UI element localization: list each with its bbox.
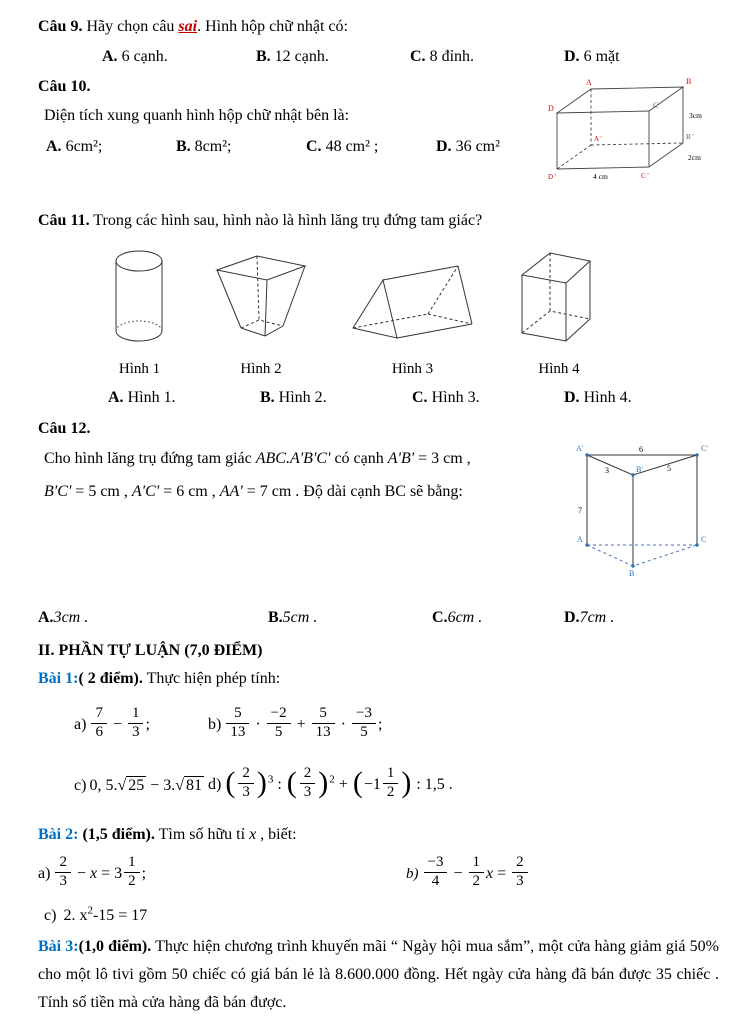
figure-1-caption: Hình 1 bbox=[118, 360, 161, 377]
exercise-1-row-cd bbox=[38, 759, 719, 813]
dim-height: 3cm bbox=[689, 111, 702, 121]
option-11-b: B. Hình 2. bbox=[260, 388, 327, 406]
vertex-label-d2: D ' bbox=[548, 173, 557, 182]
expression-2c: 2. $x^2-15 = 17$ bbox=[59, 904, 148, 925]
edge-label-3: 3 bbox=[605, 465, 609, 475]
emphasis-sai: sai bbox=[178, 18, 198, 35]
expression-1c: 0, 5.√ 25 − 3.√ 81 bbox=[89, 776, 203, 794]
figure-cuboid bbox=[547, 75, 717, 187]
edge-label-7: 7 bbox=[578, 505, 582, 515]
question-12-options bbox=[38, 604, 719, 631]
option-10-d: D. 36 cm² bbox=[436, 137, 500, 155]
vertex-label-c: C bbox=[701, 534, 707, 544]
option-12-c: C.6cm . bbox=[432, 608, 483, 626]
exercise-2-instruction: Tìm số hữu tỉ x , biết: bbox=[154, 825, 297, 843]
option-12-b: B.5cm . bbox=[268, 608, 318, 626]
exercise-1-label: Bài 1: bbox=[38, 670, 79, 688]
question-12-label: Câu 12. bbox=[38, 419, 91, 437]
vertex-label-d: D bbox=[548, 104, 554, 114]
figure-frustum bbox=[211, 250, 311, 350]
figure-4-block bbox=[514, 245, 604, 378]
figure-cylinder bbox=[102, 245, 177, 350]
prism-labels bbox=[576, 444, 708, 578]
figure-triangular-prism bbox=[575, 441, 715, 581]
cuboid-labels bbox=[548, 77, 702, 181]
figure-1-block bbox=[102, 245, 177, 378]
exercise-3-label: Bài 3: bbox=[38, 938, 79, 956]
option-9-c: C. 8 đỉnh. bbox=[410, 48, 475, 66]
vertex-label-b: B bbox=[629, 568, 635, 578]
exercise-1-heading: Bài 1:( 2 điểm). Thực hiện phép tính: bbox=[38, 670, 281, 688]
expression-2b: $\frac{-3}{4}$ − $\frac{1}{2}$ x = $\frac{2}{3}$ bbox=[422, 865, 530, 882]
exercise-2-label: Bài 2: bbox=[38, 825, 79, 843]
option-11-d: D. Hình 4. bbox=[564, 388, 632, 406]
option-9-a: A. 6 cạnh. bbox=[102, 48, 168, 66]
cuboid-edges bbox=[557, 87, 683, 169]
exercise-3: Bài 3:(1,0 điểm). Thực hiện chương trình khuyến mãi “ Ngày hội mua sắm”, một cửa hàng giảm giá 50% cho một lô tivi gồm 50 chiếc có giá bán lẻ là 8.600.000 đồng. Hết ngày cửa hàng đã bán được 35 chiếc . Tính số tiền mà cửa hàng đã bán được. bbox=[38, 938, 719, 1012]
vertex-label-c1: C' bbox=[701, 443, 708, 453]
figure-3-block bbox=[345, 250, 480, 378]
exercise-1b: b) $\frac{5}{13}$ · $\frac{-2}{5}$ + $\frac{5}{13}$ · $\frac{-3}{5}$ ; bbox=[208, 705, 383, 740]
edge-label-5: 5 bbox=[667, 463, 671, 473]
exercise-2c: c) 2. $x^2-15 = 17$ bbox=[44, 904, 148, 925]
vertex-label-a1: A' bbox=[576, 443, 584, 453]
expression-1b: $\frac{5}{13}$ · $\frac{-2}{5}$ + $\frac{5}{13}$ · $\frac{-3}{5}$ ; bbox=[224, 716, 382, 733]
vertex-label-c2: C ' bbox=[641, 172, 649, 181]
exercise-1-row-ab bbox=[38, 699, 719, 753]
option-12-d: D.7cm . bbox=[564, 608, 615, 626]
figure-2-block bbox=[211, 250, 311, 378]
edge-label-6: 6 bbox=[639, 444, 643, 454]
exercise-2b: b) $\frac{-3}{4}$ − $\frac{1}{2}$ x = $\frac{2}{3}$ bbox=[406, 857, 719, 892]
figure-4-caption: Hình 4 bbox=[538, 360, 580, 377]
question-11-options bbox=[38, 384, 719, 411]
option-11-c: C. Hình 3. bbox=[412, 388, 480, 406]
option-10-a: A. 6cm²; bbox=[46, 137, 103, 155]
figure-horizontal-prism bbox=[345, 250, 480, 350]
exercise-2-heading: Bài 2: (1,5 điểm). Tìm số hữu tỉ x , biết: bbox=[38, 825, 297, 843]
figure-vertical-prism bbox=[514, 245, 604, 350]
expression-2a: $\frac{2}{3}$ − x = 3 $\frac{1}{2}$ ; bbox=[53, 865, 146, 882]
vertex-label-b2: B ' bbox=[686, 133, 694, 142]
question-10 bbox=[38, 73, 719, 199]
option-11-a: A. Hình 1. bbox=[108, 388, 176, 406]
vertex-label-a: A bbox=[577, 534, 583, 544]
vertex-label-a: A bbox=[586, 78, 592, 88]
figure-2-caption: Hình 2 bbox=[240, 360, 282, 377]
prism-hidden-edges bbox=[587, 545, 697, 566]
question-10-label: Câu 10. bbox=[38, 78, 91, 96]
question-12-text-line2: B'C' = 5 cm , A'C' = 6 cm , AA' = 7 cm . Độ dài cạnh BC sẽ bằng: bbox=[44, 482, 463, 500]
option-9-b: B. 12 cạnh. bbox=[256, 48, 329, 66]
question-9-text: Câu 9. Hãy chọn câu sai. Hình hộp chữ nhật có: bbox=[38, 18, 348, 35]
section-2-title: II. PHẦN TỰ LUẬN (7,0 ĐIỂM) bbox=[38, 642, 263, 660]
dim-width: 4 cm bbox=[593, 172, 608, 182]
question-9-label: Câu 9. bbox=[38, 18, 83, 35]
option-10-b: B. 8cm²; bbox=[176, 137, 232, 155]
question-9-options bbox=[38, 43, 719, 70]
option-9-d: D. 6 mặt bbox=[564, 48, 620, 66]
option-12-a: A.3cm . bbox=[38, 608, 89, 626]
vertex-label-c: C bbox=[653, 101, 659, 111]
expression-1d: ( $\frac{2}{3}$ )$^3$ : ( $\frac{2}{3}$ )$^2$ + (−1 $\frac{1}{2}$ ) : 1,5 . bbox=[225, 765, 453, 800]
question-11-text: Câu 11. Trong các hình sau, hình nào là hình lăng trụ đứng tam giác? bbox=[38, 212, 483, 230]
exercise-2a: a) $\frac{2}{3}$ − x = 3 $\frac{1}{2}$ ; bbox=[38, 854, 147, 890]
exercise-1a: a) $\frac{7}{6}$ − $\frac{1}{3}$ ; bbox=[74, 705, 150, 740]
vertex-label-b: B bbox=[686, 77, 692, 87]
vertex-label-b1: B' bbox=[636, 464, 643, 474]
vertex-label-a2: A ' bbox=[594, 135, 602, 144]
exercise-3-text: Thực hiện chương trình khuyến mãi “ Ngày hội mua sắm”, một cửa hàng giảm giá 50% cho một lô tivi gồm 50 chiếc có giá bán lẻ là 8.600.000 đồng. Hết ngày cửa hàng đã bán được 35 chiếc . Tính số tiền mà cửa hàng đã bán được. bbox=[38, 938, 719, 1012]
question-10-text: Diện tích xung quanh hình hộp chữ nhật bên là: bbox=[44, 106, 350, 124]
question-12-text-line1: Cho hình lăng trụ đứng tam giác ABC.A'B'C' có cạnh A'B' = 3 cm , bbox=[44, 449, 471, 467]
exercise-1d: d) ( $\frac{2}{3}$ )$^3$ : ( $\frac{2}{3}$ )$^2$ + (−1 $\frac{1}{2}$ ) : 1,5 . bbox=[208, 765, 453, 800]
exercise-1c: c) 0, 5.√ 25 − 3.√ 81 bbox=[74, 776, 203, 794]
exercise-2-row-ab bbox=[38, 852, 719, 898]
question-12 bbox=[38, 415, 719, 631]
option-10-c: C. 48 cm² ; bbox=[306, 137, 379, 155]
question-11-figures bbox=[38, 245, 719, 378]
dim-depth: 2cm bbox=[688, 153, 701, 163]
expression-1a: $\frac{7}{6}$ − $\frac{1}{3}$ ; bbox=[89, 716, 149, 733]
figure-3-caption: Hình 3 bbox=[391, 360, 434, 377]
